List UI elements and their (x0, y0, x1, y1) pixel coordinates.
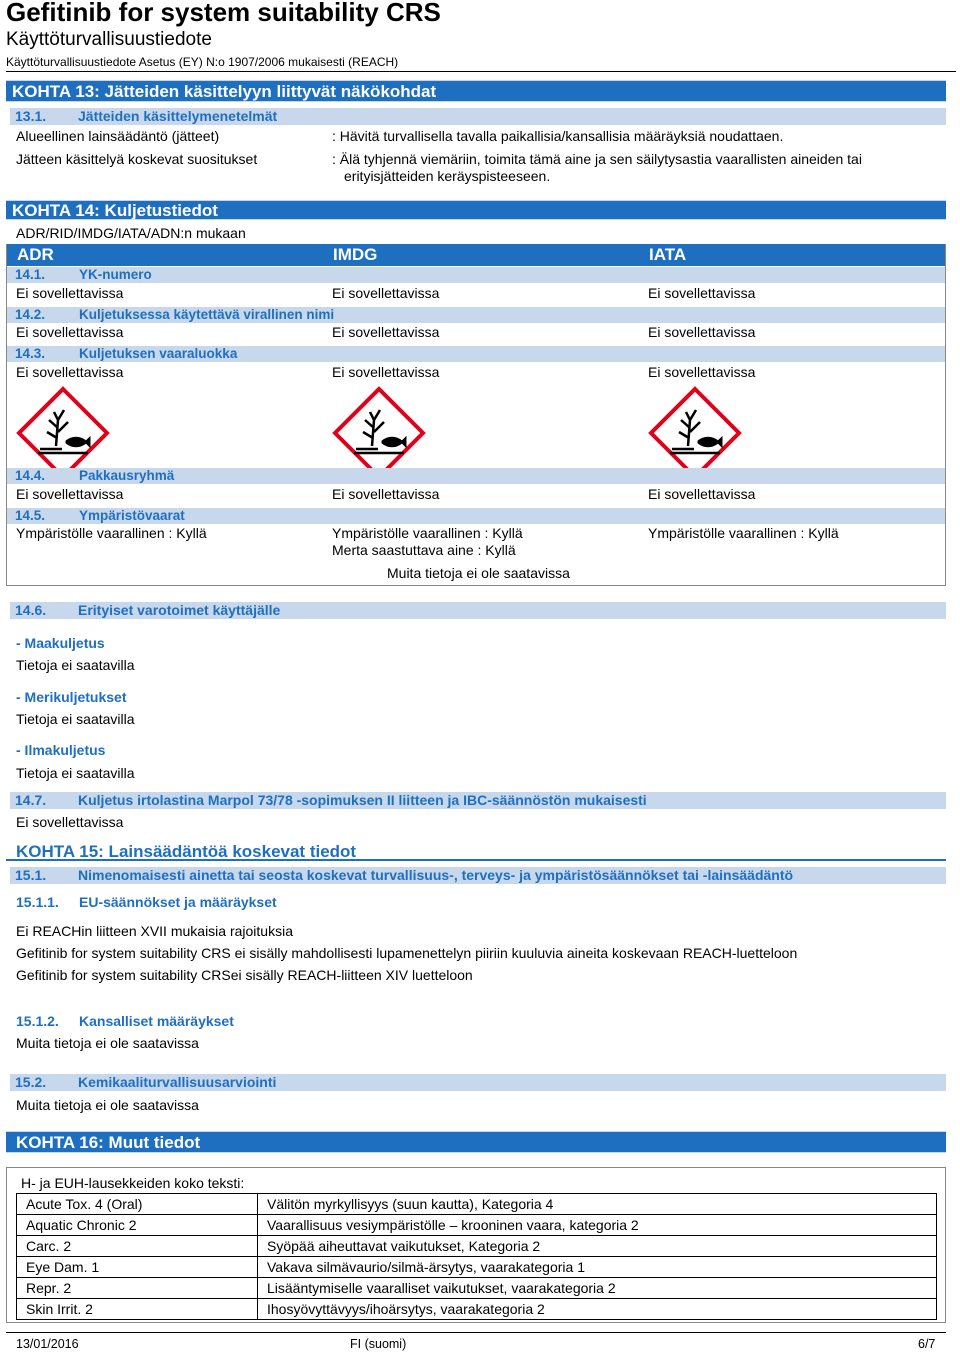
section-14-header: KOHTA 14: Kuljetustiedot (6, 200, 946, 220)
environment-hazard-icon (648, 386, 742, 480)
imdg-value: Ei sovellettavissa (332, 324, 440, 340)
column-header-imdg: IMDG (323, 244, 639, 266)
iata-value: Ei sovellettavissa (648, 324, 756, 340)
subsection-14-6 (10, 602, 946, 619)
table-cell: Aquatic Chronic 2 (17, 1215, 258, 1236)
table-row (17, 1194, 937, 1215)
footer-language: FI (suomi) (350, 1337, 407, 1351)
field-label: Jätteen käsittelyä koskevat suositukset (16, 151, 258, 167)
subsection-number: 14.6. (15, 602, 47, 618)
field-value: : Älä tyhjennä viemäriin, toimita tämä aine ja sen säilytysastia vaarallisten aineiden tai (332, 151, 862, 167)
table-cell: Eye Dam. 1 (17, 1257, 258, 1278)
field-value-continued: erityisjätteiden keräyspisteeseen. (344, 168, 551, 184)
table-cell: Syöpää aiheuttavat vaikutukset, Kategoria 2 (258, 1236, 937, 1257)
subsection-title: Kuljetus irtolastina Marpol 73/78 -sopimuksen II liitteen ja IBC-säännöstön mukaisesti (78, 792, 647, 808)
h-statements-table (16, 1193, 937, 1320)
subsection-title: Kuljetuksen vaaraluokka (79, 346, 238, 361)
table-cell: Repr. 2 (17, 1278, 258, 1299)
subsection-title: Erityiset varotoimet käyttäjälle (78, 602, 281, 618)
footer-divider (6, 1332, 946, 1333)
adr-value: Ei sovellettavissa (16, 285, 124, 301)
national-regulations-value: Muita tietoja ei ole saatavissa (16, 1035, 199, 1051)
adr-value: Ei sovellettavissa (16, 364, 124, 380)
table-cell: Ihosyövyttävyys/ihoärsytys, vaarakategoria 2 (258, 1299, 937, 1320)
section-13-header: KOHTA 13: Jätteiden käsittelyyn liittyvät näkökohdat (6, 80, 946, 102)
subsection-15-1-1 (16, 894, 277, 911)
subsection-title: Ympäristövaarat (79, 508, 185, 523)
chemical-safety-value: Muita tietoja ei ole saatavissa (16, 1097, 199, 1113)
imdg-value: Merta saastuttava aine : Kyllä (332, 542, 516, 558)
footer-page-number: 6/7 (918, 1337, 936, 1351)
document-subtitle: Käyttöturvallisuustiedote (6, 29, 212, 50)
field-value: : Hävitä turvallisella tavalla paikallisia/kansallisia määräyksiä noudattaen. (332, 128, 784, 144)
document-title: Gefitinib for system suitability CRS (6, 0, 441, 27)
additional-info-note: Muita tietoja ei ole saatavissa (387, 565, 570, 581)
iata-value: Ympäristölle vaarallinen : Kyllä (648, 525, 839, 541)
transport-mode-label: - Maakuljetus (16, 635, 105, 651)
iata-value: Ei sovellettavissa (648, 285, 756, 301)
subsection-14-2 (7, 307, 945, 323)
transport-mode-value: Tietoja ei saatavilla (16, 765, 135, 781)
transport-mode-label: - Merikuljetukset (16, 689, 127, 705)
subsection-number: 14.3. (15, 346, 46, 361)
header-divider (6, 71, 956, 72)
subsection-title: EU-säännökset ja määräykset (79, 894, 277, 910)
table-cell: Välitön myrkyllisyys (suun kautta), Kategoria 4 (258, 1194, 937, 1215)
environment-hazard-icon (332, 386, 426, 480)
imdg-value: Ei sovellettavissa (332, 285, 440, 301)
transport-mode-value: Tietoja ei saatavilla (16, 711, 135, 727)
subsection-title: Pakkausryhmä (79, 468, 175, 483)
section-15-header: KOHTA 15: Lainsäädäntöä koskevat tiedot (6, 842, 946, 861)
marpol-value: Ei sovellettavissa (16, 814, 124, 830)
table-cell: Skin Irrit. 2 (17, 1299, 258, 1320)
adr-value: Ei sovellettavissa (16, 486, 124, 502)
imdg-value: Ympäristölle vaarallinen : Kyllä (332, 525, 523, 541)
eu-regulation-line: Gefitinib for system suitability CRS ei sisälly mahdollisesti lupamenettelyn piiriin kuuluvia aineita koskevaan REACH-luetteloon (16, 945, 798, 961)
column-header-iata: IATA (639, 244, 945, 266)
subsection-15-2 (10, 1074, 946, 1091)
eu-regulation-line: Ei REACHin liitteen XVII mukaisia rajoituksia (16, 923, 293, 939)
column-header-adr: ADR (7, 244, 323, 266)
table-cell: Lisääntymiselle vaaralliset vaikutukset, vaarakategoria 2 (258, 1278, 937, 1299)
subsection-14-1 (7, 267, 945, 283)
subsection-number: 14.5. (15, 508, 46, 523)
transport-mode-value: Tietoja ei saatavilla (16, 657, 135, 673)
subsection-13-1 (10, 108, 946, 125)
subsection-number: 15.1.2. (16, 1013, 59, 1029)
subsection-title: Jätteiden käsittelymenetelmät (78, 108, 278, 124)
subsection-number: 15.1. (15, 867, 47, 883)
subsection-title: YK-numero (79, 267, 152, 282)
subsection-number: 14.7. (15, 792, 47, 808)
subsection-14-3 (7, 346, 945, 362)
transport-mode-label: - Ilmakuljetus (16, 742, 106, 758)
adr-value: Ei sovellettavissa (16, 324, 124, 340)
subsection-number: 14.2. (15, 307, 46, 322)
subsection-14-4 (7, 468, 945, 484)
table-cell: Acute Tox. 4 (Oral) (17, 1194, 258, 1215)
table-cell: Vakava silmävaurio/silmä-ärsytys, vaarakategoria 1 (258, 1257, 937, 1278)
footer-date: 13/01/2016 (16, 1337, 79, 1351)
subsection-number: 14.1. (15, 267, 46, 282)
table-cell: Carc. 2 (17, 1236, 258, 1257)
environment-hazard-icon (16, 386, 110, 480)
subsection-title: Kemikaaliturvallisuusarviointi (78, 1074, 277, 1090)
subsection-15-1 (10, 867, 946, 884)
table-cell: Vaarallisuus vesiympäristölle – krooninen vaara, kategoria 2 (258, 1215, 937, 1236)
eu-regulation-line: Gefitinib for system suitability CRSei sisälly REACH-liitteen XIV luetteloon (16, 967, 473, 983)
iata-value: Ei sovellettavissa (648, 486, 756, 502)
section-16-header: KOHTA 16: Muut tiedot (6, 1131, 946, 1153)
subsection-number: 15.2. (15, 1074, 47, 1090)
subsection-15-1-2 (16, 1013, 234, 1030)
subsection-number: 14.4. (15, 468, 46, 483)
regulation-line: Käyttöturvallisuustiedote Asetus (EY) N:o 1907/2006 mukaisesti (REACH) (6, 55, 399, 69)
adr-value: Ympäristölle vaarallinen : Kyllä (16, 525, 207, 541)
field-label: Alueellinen lainsäädäntö (jätteet) (16, 128, 220, 144)
subsection-title: Kuljetuksessa käytettävä virallinen nimi (79, 307, 335, 322)
subsection-title: Nimenomaisesti ainetta tai seosta koskevat turvallisuus-, terveys- ja ympäristösäännökset tai -lainsäädäntö (78, 867, 794, 883)
table-row (17, 1236, 937, 1257)
table-row (17, 1299, 937, 1320)
transport-intro: ADR/RID/IMDG/IATA/ADN:n mukaan (16, 225, 246, 241)
table-row (17, 1278, 937, 1299)
table-row (17, 1257, 937, 1278)
imdg-value: Ei sovellettavissa (332, 364, 440, 380)
imdg-value: Ei sovellettavissa (332, 486, 440, 502)
subsection-number: 15.1.1. (16, 894, 59, 910)
iata-value: Ei sovellettavissa (648, 364, 756, 380)
subsection-number: 13.1. (15, 108, 47, 124)
subsection-14-5 (7, 508, 945, 524)
subsection-title: Kansalliset määräykset (79, 1013, 234, 1029)
table-row (17, 1215, 937, 1236)
h-statements-title: H- ja EUH-lausekkeiden koko teksti: (21, 1175, 245, 1191)
subsection-14-7 (10, 792, 946, 809)
